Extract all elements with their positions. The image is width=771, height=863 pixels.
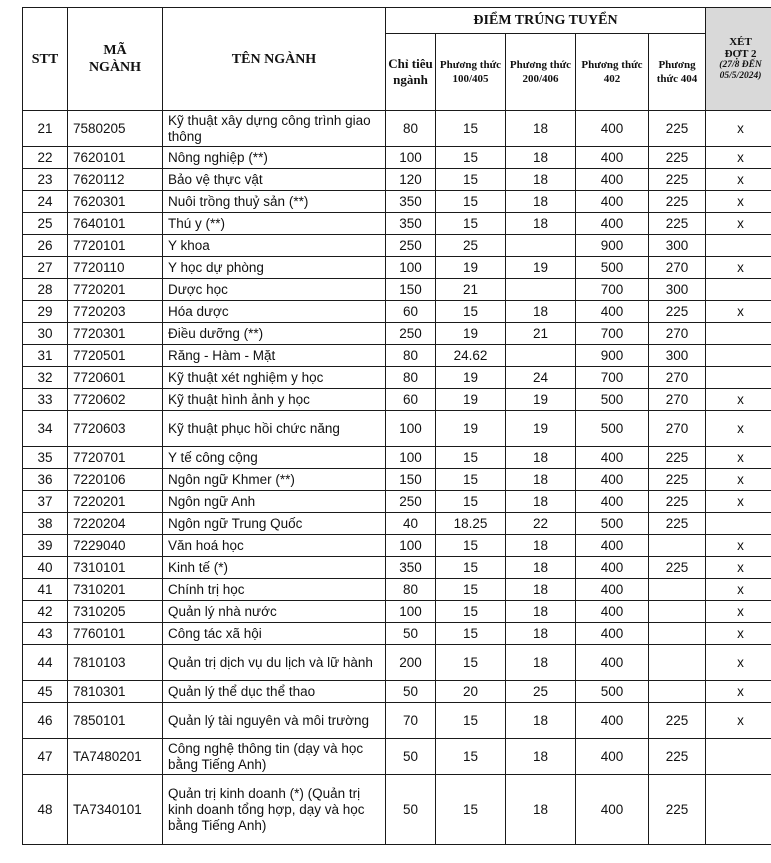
cell-pt-404: 225 bbox=[649, 447, 706, 469]
cell-pt-200-406: 18 bbox=[506, 739, 576, 775]
cell-ma-nganh: TA7340101 bbox=[68, 775, 163, 845]
cell-stt: 46 bbox=[23, 703, 68, 739]
cell-xet-dot-2: x bbox=[706, 389, 771, 411]
cell-chi-tieu: 100 bbox=[386, 535, 436, 557]
cell-chi-tieu: 60 bbox=[386, 301, 436, 323]
cell-pt-402: 400 bbox=[576, 147, 649, 169]
cell-stt: 43 bbox=[23, 623, 68, 645]
cell-stt: 24 bbox=[23, 191, 68, 213]
cell-pt-100-405: 19 bbox=[436, 389, 506, 411]
cell-pt-200-406 bbox=[506, 345, 576, 367]
table-row bbox=[23, 579, 771, 601]
cell-ma-nganh: 7220201 bbox=[68, 491, 163, 513]
cell-stt: 28 bbox=[23, 279, 68, 301]
table-row bbox=[23, 739, 771, 775]
cell-ten-nganh: Quản lý tài nguyên và môi trường bbox=[163, 703, 386, 739]
cell-xet-dot-2: x bbox=[706, 257, 771, 279]
cell-xet-dot-2 bbox=[706, 367, 771, 389]
cell-pt-402: 900 bbox=[576, 235, 649, 257]
cell-stt: 23 bbox=[23, 169, 68, 191]
table-row bbox=[23, 513, 771, 535]
table-header bbox=[23, 8, 771, 111]
cell-pt-402: 900 bbox=[576, 345, 649, 367]
cell-chi-tieu: 250 bbox=[386, 491, 436, 513]
cell-ten-nganh: Văn hoá học bbox=[163, 535, 386, 557]
cell-ten-nganh: Quản trị kinh doanh (*) (Quản trị kinh doanh tổng hợp, dạy và học bằng Tiếng Anh) bbox=[163, 775, 386, 845]
cell-xet-dot-2: x bbox=[706, 601, 771, 623]
cell-ten-nganh: Dược học bbox=[163, 279, 386, 301]
cell-stt: 33 bbox=[23, 389, 68, 411]
cell-pt-404: 225 bbox=[649, 213, 706, 235]
cell-ma-nganh: 7620301 bbox=[68, 191, 163, 213]
cell-pt-100-405: 15 bbox=[436, 447, 506, 469]
cell-pt-200-406: 18 bbox=[506, 579, 576, 601]
cell-pt-100-405: 15 bbox=[436, 301, 506, 323]
table-row bbox=[23, 535, 771, 557]
cell-xet-dot-2: x bbox=[706, 557, 771, 579]
cell-ten-nganh: Răng - Hàm - Mặt bbox=[163, 345, 386, 367]
cell-ma-nganh: 7229040 bbox=[68, 535, 163, 557]
cell-pt-200-406: 18 bbox=[506, 703, 576, 739]
cell-ten-nganh: Bảo vệ thực vật bbox=[163, 169, 386, 191]
cell-stt: 25 bbox=[23, 213, 68, 235]
cell-ma-nganh: 7720203 bbox=[68, 301, 163, 323]
cell-xet-dot-2: x bbox=[706, 411, 771, 447]
cell-pt-402: 500 bbox=[576, 389, 649, 411]
cell-xet-dot-2: x bbox=[706, 579, 771, 601]
cell-pt-402: 400 bbox=[576, 301, 649, 323]
cell-pt-404: 225 bbox=[649, 491, 706, 513]
cell-pt-402: 500 bbox=[576, 681, 649, 703]
cell-ten-nganh: Kỹ thuật hình ảnh y học bbox=[163, 389, 386, 411]
cell-ma-nganh: 7310205 bbox=[68, 601, 163, 623]
cell-ma-nganh: 7720201 bbox=[68, 279, 163, 301]
cell-ma-nganh: 7720110 bbox=[68, 257, 163, 279]
cell-chi-tieu: 50 bbox=[386, 681, 436, 703]
cell-pt-404: 225 bbox=[649, 739, 706, 775]
header-xet-dates: (27/8 ĐẾN 05/5/2024) bbox=[719, 60, 762, 81]
cell-ma-nganh: 7720701 bbox=[68, 447, 163, 469]
cell-ma-nganh: 7220204 bbox=[68, 513, 163, 535]
cell-xet-dot-2: x bbox=[706, 169, 771, 191]
cell-ma-nganh: 7720301 bbox=[68, 323, 163, 345]
cell-pt-402: 400 bbox=[576, 623, 649, 645]
cell-chi-tieu: 100 bbox=[386, 147, 436, 169]
cell-stt: 42 bbox=[23, 601, 68, 623]
cell-chi-tieu: 350 bbox=[386, 213, 436, 235]
cell-pt-100-405: 15 bbox=[436, 491, 506, 513]
cell-pt-200-406: 18 bbox=[506, 191, 576, 213]
cell-pt-200-406: 18 bbox=[506, 775, 576, 845]
cell-ten-nganh: Công tác xã hội bbox=[163, 623, 386, 645]
cell-stt: 48 bbox=[23, 775, 68, 845]
cell-pt-402: 500 bbox=[576, 411, 649, 447]
cell-pt-402: 400 bbox=[576, 535, 649, 557]
cell-pt-100-405: 15 bbox=[436, 535, 506, 557]
cell-pt-404: 270 bbox=[649, 323, 706, 345]
cell-pt-100-405: 19 bbox=[436, 367, 506, 389]
cell-pt-100-405: 18.25 bbox=[436, 513, 506, 535]
cell-pt-402: 700 bbox=[576, 367, 649, 389]
cell-pt-402: 400 bbox=[576, 601, 649, 623]
cell-ten-nganh: Công nghệ thông tin (dạy và học bằng Tiếng Anh) bbox=[163, 739, 386, 775]
cell-stt: 31 bbox=[23, 345, 68, 367]
cell-stt: 34 bbox=[23, 411, 68, 447]
cell-pt-200-406: 21 bbox=[506, 323, 576, 345]
cell-ma-nganh: TA7480201 bbox=[68, 739, 163, 775]
cell-pt-402: 400 bbox=[576, 469, 649, 491]
cell-pt-404 bbox=[649, 535, 706, 557]
cell-pt-402: 400 bbox=[576, 557, 649, 579]
cell-chi-tieu: 60 bbox=[386, 389, 436, 411]
cell-pt-404: 270 bbox=[649, 367, 706, 389]
cell-ten-nganh: Y khoa bbox=[163, 235, 386, 257]
cell-pt-404 bbox=[649, 601, 706, 623]
cell-pt-100-405: 15 bbox=[436, 775, 506, 845]
header-pt-200-406: Phương thức 200/406 bbox=[506, 34, 576, 111]
admission-table-container bbox=[22, 7, 771, 845]
cell-ma-nganh: 7220106 bbox=[68, 469, 163, 491]
header-xet-title: XÉT ĐỢT 2 bbox=[724, 36, 757, 60]
cell-pt-404 bbox=[649, 645, 706, 681]
cell-pt-200-406: 18 bbox=[506, 301, 576, 323]
cell-ma-nganh: 7640101 bbox=[68, 213, 163, 235]
cell-pt-402: 400 bbox=[576, 579, 649, 601]
table-row bbox=[23, 301, 771, 323]
cell-chi-tieu: 50 bbox=[386, 739, 436, 775]
cell-ten-nganh: Kỹ thuật xây dựng công trình giao thông bbox=[163, 111, 386, 147]
cell-chi-tieu: 50 bbox=[386, 623, 436, 645]
cell-pt-404: 225 bbox=[649, 169, 706, 191]
cell-ma-nganh: 7810103 bbox=[68, 645, 163, 681]
table-row bbox=[23, 623, 771, 645]
cell-xet-dot-2: x bbox=[706, 213, 771, 235]
cell-ten-nganh: Kỹ thuật xét nghiệm y học bbox=[163, 367, 386, 389]
cell-pt-200-406: 18 bbox=[506, 111, 576, 147]
table-row bbox=[23, 111, 771, 147]
cell-ten-nganh: Quản lý thể dục thể thao bbox=[163, 681, 386, 703]
cell-chi-tieu: 150 bbox=[386, 469, 436, 491]
cell-pt-100-405: 15 bbox=[436, 703, 506, 739]
cell-pt-200-406: 18 bbox=[506, 491, 576, 513]
cell-ma-nganh: 7810301 bbox=[68, 681, 163, 703]
cell-chi-tieu: 50 bbox=[386, 775, 436, 845]
cell-pt-402: 400 bbox=[576, 775, 649, 845]
cell-pt-402: 400 bbox=[576, 703, 649, 739]
cell-pt-100-405: 15 bbox=[436, 623, 506, 645]
cell-stt: 47 bbox=[23, 739, 68, 775]
cell-pt-100-405: 15 bbox=[436, 111, 506, 147]
header-diem-trung-tuyen: ĐIỂM TRÚNG TUYỂN bbox=[386, 8, 706, 34]
cell-pt-402: 400 bbox=[576, 739, 649, 775]
cell-chi-tieu: 80 bbox=[386, 367, 436, 389]
cell-chi-tieu: 200 bbox=[386, 645, 436, 681]
cell-pt-100-405: 19 bbox=[436, 323, 506, 345]
cell-pt-404: 300 bbox=[649, 279, 706, 301]
cell-pt-100-405: 19 bbox=[436, 257, 506, 279]
cell-pt-100-405: 15 bbox=[436, 579, 506, 601]
cell-ma-nganh: 7580205 bbox=[68, 111, 163, 147]
cell-xet-dot-2: x bbox=[706, 645, 771, 681]
cell-ten-nganh: Điều dưỡng (**) bbox=[163, 323, 386, 345]
cell-pt-100-405: 15 bbox=[436, 191, 506, 213]
cell-stt: 21 bbox=[23, 111, 68, 147]
cell-stt: 38 bbox=[23, 513, 68, 535]
cell-ten-nganh: Kỹ thuật phục hồi chức năng bbox=[163, 411, 386, 447]
cell-pt-200-406: 18 bbox=[506, 447, 576, 469]
header-ma-nganh bbox=[68, 8, 163, 111]
cell-xet-dot-2 bbox=[706, 345, 771, 367]
table-row bbox=[23, 279, 771, 301]
cell-stt: 30 bbox=[23, 323, 68, 345]
cell-xet-dot-2 bbox=[706, 323, 771, 345]
cell-pt-100-405: 15 bbox=[436, 557, 506, 579]
table-row bbox=[23, 345, 771, 367]
cell-pt-200-406: 18 bbox=[506, 169, 576, 191]
cell-pt-100-405: 15 bbox=[436, 601, 506, 623]
cell-xet-dot-2: x bbox=[706, 535, 771, 557]
cell-pt-404: 270 bbox=[649, 257, 706, 279]
cell-pt-402: 500 bbox=[576, 257, 649, 279]
cell-pt-200-406: 19 bbox=[506, 257, 576, 279]
cell-pt-200-406: 18 bbox=[506, 147, 576, 169]
cell-pt-100-405: 20 bbox=[436, 681, 506, 703]
cell-ma-nganh: 7310101 bbox=[68, 557, 163, 579]
cell-stt: 26 bbox=[23, 235, 68, 257]
cell-pt-200-406 bbox=[506, 235, 576, 257]
cell-ten-nganh: Y tế công cộng bbox=[163, 447, 386, 469]
cell-ten-nganh: Quản trị dịch vụ du lịch và lữ hành bbox=[163, 645, 386, 681]
cell-pt-100-405: 15 bbox=[436, 645, 506, 681]
cell-pt-100-405: 24.62 bbox=[436, 345, 506, 367]
cell-pt-404: 225 bbox=[649, 111, 706, 147]
cell-pt-200-406: 24 bbox=[506, 367, 576, 389]
table-row bbox=[23, 703, 771, 739]
table-row bbox=[23, 367, 771, 389]
cell-pt-100-405: 15 bbox=[436, 147, 506, 169]
header-ma-nganh-text: MÃ NGÀNH bbox=[88, 43, 142, 75]
cell-xet-dot-2: x bbox=[706, 681, 771, 703]
table-row bbox=[23, 469, 771, 491]
cell-stt: 44 bbox=[23, 645, 68, 681]
cell-pt-100-405: 25 bbox=[436, 235, 506, 257]
cell-ma-nganh: 7720601 bbox=[68, 367, 163, 389]
cell-pt-100-405: 19 bbox=[436, 411, 506, 447]
cell-pt-200-406: 18 bbox=[506, 645, 576, 681]
cell-xet-dot-2: x bbox=[706, 447, 771, 469]
cell-pt-200-406: 18 bbox=[506, 535, 576, 557]
cell-pt-402: 400 bbox=[576, 447, 649, 469]
cell-chi-tieu: 80 bbox=[386, 345, 436, 367]
cell-pt-404: 300 bbox=[649, 235, 706, 257]
cell-chi-tieu: 70 bbox=[386, 703, 436, 739]
cell-ten-nganh: Chính trị học bbox=[163, 579, 386, 601]
header-pt-100-405: Phương thức 100/405 bbox=[436, 34, 506, 111]
cell-xet-dot-2 bbox=[706, 235, 771, 257]
header-ten-nganh: TÊN NGÀNH bbox=[163, 8, 386, 111]
cell-pt-404: 270 bbox=[649, 411, 706, 447]
cell-chi-tieu: 80 bbox=[386, 579, 436, 601]
header-pt-404 bbox=[649, 34, 706, 111]
table-row bbox=[23, 601, 771, 623]
admission-scores-table bbox=[22, 7, 771, 845]
cell-chi-tieu: 80 bbox=[386, 111, 436, 147]
cell-stt: 41 bbox=[23, 579, 68, 601]
cell-pt-100-405: 21 bbox=[436, 279, 506, 301]
cell-pt-200-406: 18 bbox=[506, 601, 576, 623]
table-row bbox=[23, 213, 771, 235]
cell-pt-200-406: 18 bbox=[506, 557, 576, 579]
cell-ten-nganh: Kinh tế (*) bbox=[163, 557, 386, 579]
table-row bbox=[23, 681, 771, 703]
cell-pt-100-405: 15 bbox=[436, 169, 506, 191]
table-row bbox=[23, 447, 771, 469]
cell-xet-dot-2 bbox=[706, 739, 771, 775]
cell-pt-200-406: 25 bbox=[506, 681, 576, 703]
header-stt: STT bbox=[23, 8, 68, 111]
header-pt-402: Phương thức 402 bbox=[576, 34, 649, 111]
cell-pt-402: 700 bbox=[576, 323, 649, 345]
cell-stt: 29 bbox=[23, 301, 68, 323]
cell-ten-nganh: Ngôn ngữ Anh bbox=[163, 491, 386, 513]
cell-stt: 32 bbox=[23, 367, 68, 389]
header-xet-dot-2 bbox=[706, 8, 771, 111]
cell-chi-tieu: 250 bbox=[386, 235, 436, 257]
cell-pt-404 bbox=[649, 623, 706, 645]
table-row bbox=[23, 645, 771, 681]
cell-pt-200-406: 22 bbox=[506, 513, 576, 535]
cell-chi-tieu: 100 bbox=[386, 601, 436, 623]
cell-ten-nganh: Quản lý nhà nước bbox=[163, 601, 386, 623]
cell-pt-404: 225 bbox=[649, 775, 706, 845]
cell-xet-dot-2: x bbox=[706, 703, 771, 739]
table-row bbox=[23, 411, 771, 447]
cell-chi-tieu: 250 bbox=[386, 323, 436, 345]
cell-pt-404: 300 bbox=[649, 345, 706, 367]
cell-chi-tieu: 100 bbox=[386, 257, 436, 279]
cell-xet-dot-2 bbox=[706, 279, 771, 301]
cell-xet-dot-2: x bbox=[706, 191, 771, 213]
cell-chi-tieu: 350 bbox=[386, 191, 436, 213]
cell-xet-dot-2: x bbox=[706, 623, 771, 645]
cell-stt: 37 bbox=[23, 491, 68, 513]
cell-pt-200-406: 18 bbox=[506, 623, 576, 645]
table-row bbox=[23, 191, 771, 213]
cell-pt-200-406: 18 bbox=[506, 469, 576, 491]
table-row bbox=[23, 389, 771, 411]
cell-ma-nganh: 7720602 bbox=[68, 389, 163, 411]
table-row bbox=[23, 235, 771, 257]
cell-pt-200-406: 19 bbox=[506, 411, 576, 447]
cell-pt-404: 225 bbox=[649, 147, 706, 169]
cell-xet-dot-2: x bbox=[706, 147, 771, 169]
cell-pt-200-406: 19 bbox=[506, 389, 576, 411]
cell-pt-404 bbox=[649, 681, 706, 703]
table-row bbox=[23, 557, 771, 579]
cell-chi-tieu: 150 bbox=[386, 279, 436, 301]
cell-pt-402: 400 bbox=[576, 645, 649, 681]
table-row bbox=[23, 169, 771, 191]
cell-pt-402: 400 bbox=[576, 491, 649, 513]
cell-ten-nganh: Ngôn ngữ Khmer (**) bbox=[163, 469, 386, 491]
table-row bbox=[23, 257, 771, 279]
cell-stt: 27 bbox=[23, 257, 68, 279]
cell-pt-404: 225 bbox=[649, 557, 706, 579]
cell-ma-nganh: 7310201 bbox=[68, 579, 163, 601]
table-body bbox=[23, 111, 771, 845]
cell-pt-402: 400 bbox=[576, 191, 649, 213]
cell-ma-nganh: 7850101 bbox=[68, 703, 163, 739]
cell-pt-404: 270 bbox=[649, 389, 706, 411]
cell-pt-404 bbox=[649, 579, 706, 601]
cell-pt-404: 225 bbox=[649, 301, 706, 323]
cell-stt: 22 bbox=[23, 147, 68, 169]
cell-pt-100-405: 15 bbox=[436, 469, 506, 491]
cell-pt-404: 225 bbox=[649, 191, 706, 213]
cell-ten-nganh: Y học dự phòng bbox=[163, 257, 386, 279]
table-row bbox=[23, 147, 771, 169]
cell-ma-nganh: 7720603 bbox=[68, 411, 163, 447]
cell-pt-402: 700 bbox=[576, 279, 649, 301]
cell-chi-tieu: 120 bbox=[386, 169, 436, 191]
cell-ten-nganh: Nông nghiệp (**) bbox=[163, 147, 386, 169]
cell-pt-100-405: 15 bbox=[436, 739, 506, 775]
cell-ten-nganh: Ngôn ngữ Trung Quốc bbox=[163, 513, 386, 535]
cell-chi-tieu: 40 bbox=[386, 513, 436, 535]
cell-chi-tieu: 100 bbox=[386, 447, 436, 469]
cell-xet-dot-2 bbox=[706, 513, 771, 535]
table-row bbox=[23, 323, 771, 345]
cell-stt: 39 bbox=[23, 535, 68, 557]
cell-stt: 40 bbox=[23, 557, 68, 579]
cell-stt: 45 bbox=[23, 681, 68, 703]
cell-xet-dot-2: x bbox=[706, 111, 771, 147]
cell-pt-404: 225 bbox=[649, 513, 706, 535]
cell-stt: 35 bbox=[23, 447, 68, 469]
cell-ma-nganh: 7760101 bbox=[68, 623, 163, 645]
cell-pt-402: 400 bbox=[576, 111, 649, 147]
cell-chi-tieu: 350 bbox=[386, 557, 436, 579]
cell-pt-100-405: 15 bbox=[436, 213, 506, 235]
cell-xet-dot-2 bbox=[706, 775, 771, 845]
cell-pt-402: 400 bbox=[576, 169, 649, 191]
cell-ma-nganh: 7720101 bbox=[68, 235, 163, 257]
table-row bbox=[23, 775, 771, 845]
cell-ten-nganh: Hóa dược bbox=[163, 301, 386, 323]
cell-pt-402: 500 bbox=[576, 513, 649, 535]
cell-ma-nganh: 7620112 bbox=[68, 169, 163, 191]
cell-ten-nganh: Thú y (**) bbox=[163, 213, 386, 235]
header-pt-404-text: Phương thức 404 bbox=[656, 59, 698, 85]
cell-xet-dot-2: x bbox=[706, 469, 771, 491]
cell-chi-tieu: 100 bbox=[386, 411, 436, 447]
cell-stt: 36 bbox=[23, 469, 68, 491]
cell-ma-nganh: 7720501 bbox=[68, 345, 163, 367]
cell-xet-dot-2: x bbox=[706, 491, 771, 513]
cell-pt-404: 225 bbox=[649, 469, 706, 491]
cell-ma-nganh: 7620101 bbox=[68, 147, 163, 169]
cell-pt-402: 400 bbox=[576, 213, 649, 235]
cell-pt-404: 225 bbox=[649, 703, 706, 739]
cell-pt-200-406: 18 bbox=[506, 213, 576, 235]
table-row bbox=[23, 491, 771, 513]
cell-ten-nganh: Nuôi trồng thuỷ sản (**) bbox=[163, 191, 386, 213]
cell-pt-200-406 bbox=[506, 279, 576, 301]
header-chi-tieu: Chỉ tiêu ngành bbox=[386, 34, 436, 111]
cell-xet-dot-2: x bbox=[706, 301, 771, 323]
